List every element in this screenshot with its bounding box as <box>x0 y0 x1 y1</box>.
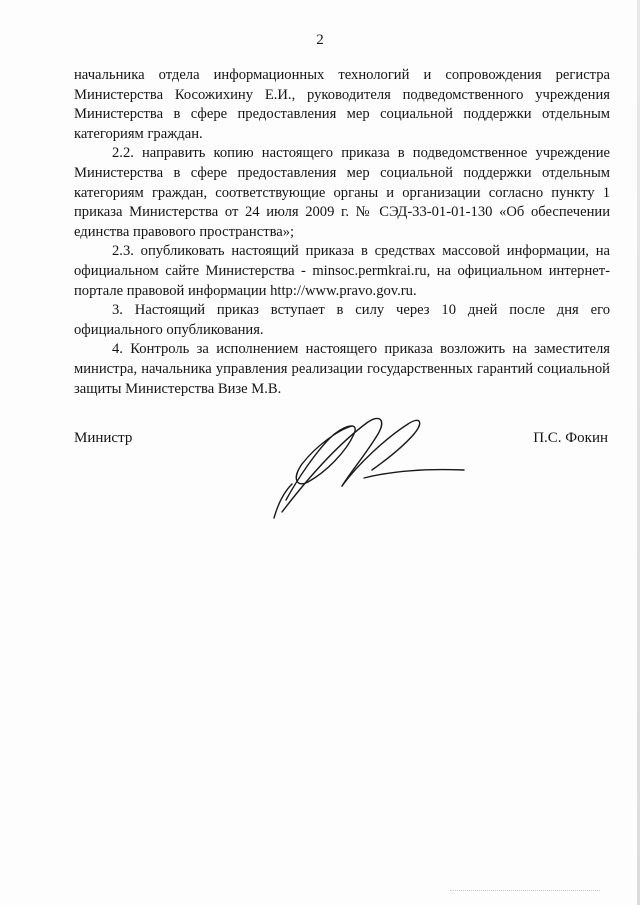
paragraph-3: 3. Настоящий приказ вступает в силу через 10 дней после дня его официального опубликования. <box>74 302 610 338</box>
document-body <box>74 66 610 399</box>
paragraph-2-3: 2.3. опубликовать настоящий приказа в средствах массовой информации, на официальном сайте Министерства - minsoc.permkrai.ru, на официальном интернет-портале правовой информации http://www.pravo.gov.ru. <box>74 243 610 299</box>
signatory-name: П.С. Фокин <box>533 430 608 446</box>
page-number: 2 <box>316 32 324 48</box>
paragraph-4: 4. Контроль за исполнением настоящего приказа возложить на заместителя министра, начальника управления реализации государственных гарантий социальной защиты Министерства Визе М.В. <box>74 341 610 397</box>
signatory-role: Министр <box>74 430 133 446</box>
signature-icon <box>268 408 468 520</box>
paragraph-continuation: начальника отдела информационных технологий и сопровождения регистра Министерства Косожихину Е.И., руководителя подведомственного учреждения Министерства в сфере предоставления мер социальной поддержки отдельным категориям граждан. <box>74 67 610 142</box>
paragraph-2-2: 2.2. направить копию настоящего приказа в подведомственное учреждение Министерства в сфере предоставления мер социальной поддержки отдельным категориям граждан, соответствующие органы и организации согласно пункту 1 приказа Министерства от 24 июля 2009 г. № СЭД-33-01-01-130 «Об обеспечении единства правового пространства»; <box>74 145 610 240</box>
scan-artifact <box>450 890 600 895</box>
